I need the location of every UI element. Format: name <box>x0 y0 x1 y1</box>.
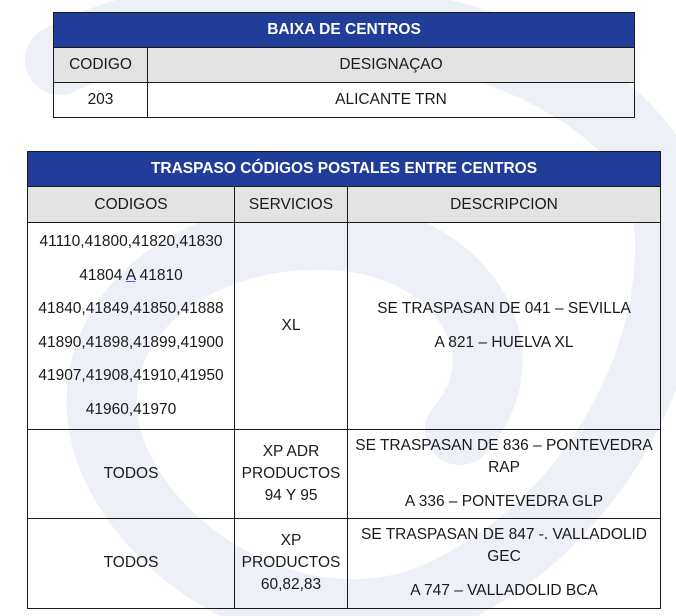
descripcion-cell: SE TRASPASAN DE 847 -. VALLADOLID GEC A 747 – VALLADOLID BCA <box>348 518 661 608</box>
codigos-cell: TODOS <box>28 429 235 518</box>
header-codigo: CODIGO <box>54 48 148 83</box>
codes-line: 41804 A 41810 <box>79 266 183 284</box>
traspaso-table <box>27 151 661 609</box>
table-row <box>28 518 661 608</box>
codes-line: 41907,41908,41910,41950 <box>38 367 224 385</box>
codigos-cell <box>28 223 235 430</box>
descripcion-cell: SE TRASPASAN DE 041 – SEVILLA A 821 – HUELVA XL <box>348 223 661 430</box>
header-servicios: SERVICIOS <box>235 187 348 223</box>
cell-designacao: ALICANTE TRN <box>148 83 635 118</box>
codes-line: 41890,41898,41899,41900 <box>38 333 224 351</box>
servicios-cell: XP PRODUCTOS 60,82,83 <box>235 518 348 608</box>
servicios-cell: XL <box>235 223 348 430</box>
cell-codigo: 203 <box>54 83 148 118</box>
descripcion-cell: SE TRASPASAN DE 836 – PONTEVEDRA RAP A 336 – PONTEVEDRA GLP <box>348 429 661 518</box>
table-row <box>28 223 661 430</box>
codes-line: 41110,41800,41820,41830 <box>39 233 223 250</box>
traspaso-title: TRASPASO CÓDIGOS POSTALES ENTRE CENTROS <box>28 152 661 187</box>
header-descripcion: DESCRIPCION <box>348 187 661 223</box>
baixa-centros-table <box>53 12 635 118</box>
baixa-title: BAIXA DE CENTROS <box>54 13 635 48</box>
servicios-cell: XP ADR PRODUCTOS 94 Y 95 <box>235 429 348 518</box>
table-row <box>28 429 661 518</box>
codigos-cell: TODOS <box>28 518 235 608</box>
header-designacao: DESIGNAÇAO <box>148 48 635 83</box>
header-codigos: CODIGOS <box>28 187 235 223</box>
codes-line: 41960,41970 <box>85 400 177 418</box>
codes-line: 41840,41849,41850,41888 <box>38 300 224 318</box>
